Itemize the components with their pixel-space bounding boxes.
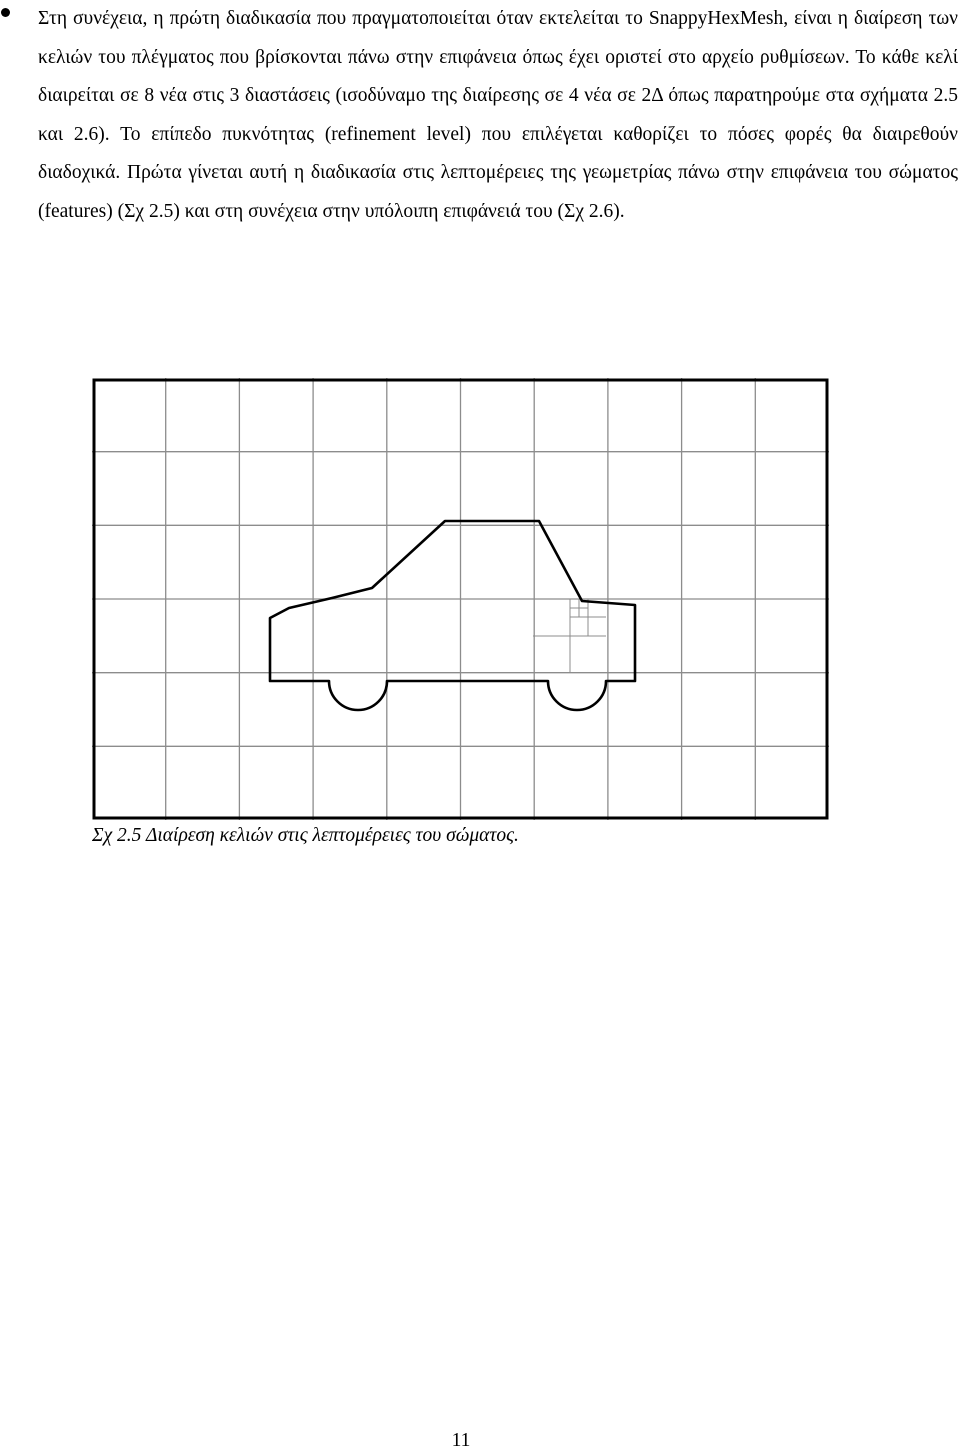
- car-body-outline: [270, 521, 635, 710]
- page-number: 11: [451, 1430, 471, 1451]
- refined-cells: [533, 599, 606, 673]
- car-outline-path: [270, 521, 635, 710]
- figure-mesh-refinement: [92, 378, 829, 820]
- bullet-icon: [1, 8, 10, 17]
- body-paragraph: Στη συνέχεια, η πρώτη διαδικασία που πραγματοποιείται όταν εκτελείται το SnappyHexMesh, είναι η διαίρεση των κελιών του πλέγματος που βρίσκονται πάνω στην επιφάνεια όπως έχει οριστεί στο αρχείο ρυθμίσεων. Το κάθε κελί διαιρείται σε 8 νέα στις 3 διαστάσεις (ισοδύναμο της διαίρεσης σε 4 νέα σε 2Δ όπως παρατηρούμε στα σχήματα 2.5 και 2.6). Το επίπεδο πυκνότητας (refinement level) που επιλέγεται καθορίζει το πόσες φορές θα διαιρεθούν διαδοχικά. Πρώτα γίνεται αυτή η διαδικασία στις λεπτομέρειες της γεωμετρίας πάνω στην επιφάνεια του σώματος (features) (Σχ 2.5) και στη συνέχεια στην υπόλοιπη επιφάνειά του (Σχ 2.6).: [38, 8, 958, 222]
- background-grid: [92, 378, 829, 820]
- figure-caption: Σχ 2.5 Διαίρεση κελιών στις λεπτομέρειες του σώματος.: [92, 825, 519, 846]
- mesh-diagram: [92, 378, 829, 820]
